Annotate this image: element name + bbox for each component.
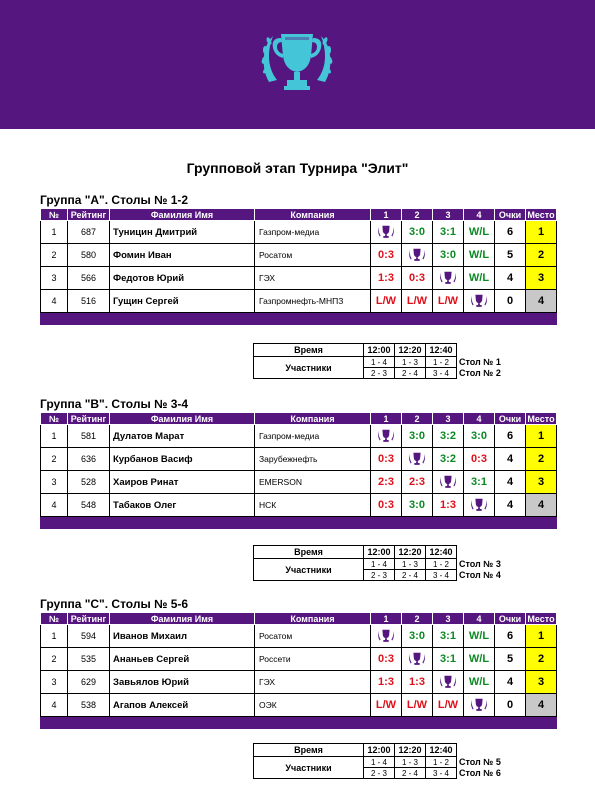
player-name: Ананьев Сергей [110, 648, 255, 671]
time-label: Время [254, 744, 364, 757]
rating-cell: 566 [68, 267, 110, 290]
pair-cell: 2 - 4 [395, 768, 426, 779]
pair-cell: 2 - 4 [395, 570, 426, 581]
pair-cell: 1 - 3 [395, 357, 426, 368]
results-table [40, 612, 557, 729]
row-number: 2 [41, 244, 68, 267]
table-row [41, 625, 557, 648]
result-cell: 3:1 [433, 625, 464, 648]
results-table [40, 208, 557, 325]
player-name: Агапов Алексей [110, 694, 255, 717]
rating-cell: 687 [68, 221, 110, 244]
table-assignment: Стол № 5 [459, 757, 501, 767]
time-slot: 12:40 [426, 546, 457, 559]
result-cell: 0:3 [402, 267, 433, 290]
result-cell: L/W [402, 290, 433, 313]
time-slot: 12:40 [426, 344, 457, 357]
table-footer-bar [41, 313, 557, 325]
table-assignment: Стол № 4 [459, 570, 501, 580]
points-cell: 5 [495, 244, 526, 267]
pair-cell: 2 - 3 [364, 768, 395, 779]
row-number: 4 [41, 494, 68, 517]
row-number: 2 [41, 448, 68, 471]
player-name: Табаков Олег [110, 494, 255, 517]
schedule-table [253, 343, 517, 379]
participants-label: Участники [254, 757, 364, 779]
col-header: Очки [495, 413, 526, 425]
result-cell: 3:0 [402, 425, 433, 448]
table-row [41, 671, 557, 694]
result-cell: 3:2 [433, 425, 464, 448]
page-title: Групповой этап Турнира "Элит" [186, 160, 409, 176]
col-header: Место [527, 209, 555, 220]
col-header: Место [527, 413, 555, 424]
self-match-cell [433, 471, 464, 494]
points-cell: 4 [495, 671, 526, 694]
table-assignment: Стол № 6 [459, 768, 501, 778]
self-match-cell [433, 267, 464, 290]
col-header: 2 [402, 209, 433, 221]
trophy-icon [408, 450, 426, 468]
result-cell: 0:3 [371, 648, 402, 671]
col-header: Рейтинг [68, 613, 110, 625]
result-cell: W/L [464, 244, 495, 267]
trophy-icon [377, 223, 395, 241]
col-header: 3 [433, 209, 464, 221]
result-cell: L/W [371, 290, 402, 313]
place-cell: 2 [526, 648, 557, 671]
pair-cell: 2 - 4 [395, 368, 426, 379]
self-match-cell [371, 625, 402, 648]
result-cell: 1:3 [433, 494, 464, 517]
col-header: Компания [255, 209, 371, 221]
self-match-cell [464, 694, 495, 717]
spacer [457, 344, 517, 357]
result-cell: 0:3 [371, 448, 402, 471]
time-slot: 12:00 [364, 744, 395, 757]
self-match-cell [433, 671, 464, 694]
rating-cell: 548 [68, 494, 110, 517]
table-row [41, 221, 557, 244]
schedule-pairs-row [254, 559, 517, 570]
col-header: № [41, 613, 68, 625]
company-cell: Газпром-медиа [255, 425, 371, 448]
schedule-b [253, 545, 517, 581]
row-number: 2 [41, 648, 68, 671]
points-cell: 4 [495, 471, 526, 494]
pair-cell: 3 - 4 [426, 368, 457, 379]
company-cell: ОЭК [255, 694, 371, 717]
points-cell: 0 [495, 290, 526, 313]
trophy-icon [408, 650, 426, 668]
col-header: Компания [255, 413, 371, 425]
company-cell: Росатом [255, 244, 371, 267]
result-cell: 3:0 [402, 494, 433, 517]
place-cell: 4 [526, 290, 557, 313]
result-cell: 1:3 [371, 671, 402, 694]
points-cell: 6 [495, 221, 526, 244]
player-name: Фомин Иван [110, 244, 255, 267]
player-name: Федотов Юрий [110, 267, 255, 290]
schedule-time-row [254, 744, 517, 757]
place-cell: 1 [526, 625, 557, 648]
pair-cell: 1 - 2 [426, 357, 457, 368]
company-cell: Зарубежнефть [255, 448, 371, 471]
result-cell: 3:1 [433, 648, 464, 671]
pair-cell: 1 - 4 [364, 357, 395, 368]
company-cell: Россети [255, 648, 371, 671]
group-title: Группа "В". Столы № 3-4 [40, 397, 189, 411]
time-slot: 12:00 [364, 546, 395, 559]
row-number: 3 [41, 267, 68, 290]
schedule-c [253, 743, 517, 779]
company-cell: ГЭХ [255, 671, 371, 694]
table-footer-bar [41, 717, 557, 729]
col-header: 4 [464, 613, 495, 625]
col-header: Место [527, 613, 555, 624]
trophy-icon [377, 427, 395, 445]
col-header: 1 [371, 209, 402, 221]
result-cell: 3:2 [433, 448, 464, 471]
table-row [41, 448, 557, 471]
participants-label: Участники [254, 357, 364, 379]
result-cell: W/L [464, 625, 495, 648]
result-cell: 3:0 [402, 221, 433, 244]
row-number: 1 [41, 625, 68, 648]
self-match-cell [371, 221, 402, 244]
results-table [40, 412, 557, 529]
col-header: 1 [371, 413, 402, 425]
points-cell: 5 [495, 648, 526, 671]
result-cell: L/W [433, 694, 464, 717]
col-header: Рейтинг [68, 209, 110, 221]
place-cell: 1 [526, 221, 557, 244]
row-number: 4 [41, 290, 68, 313]
result-cell: 3:0 [464, 425, 495, 448]
table-header-row [41, 413, 557, 425]
time-slot: 12:40 [426, 744, 457, 757]
table-assignment: Стол № 3 [459, 559, 501, 569]
self-match-cell [402, 244, 433, 267]
group-c [40, 596, 555, 729]
points-cell: 4 [495, 494, 526, 517]
trophy-icon [439, 673, 457, 691]
schedule-table [253, 545, 517, 581]
rating-cell: 538 [68, 694, 110, 717]
result-cell: 1:3 [402, 671, 433, 694]
company-cell: Газпром-медиа [255, 221, 371, 244]
player-name: Гущин Сергей [110, 290, 255, 313]
result-cell: 3:0 [433, 244, 464, 267]
time-slot: 12:20 [395, 546, 426, 559]
place-cell: 4 [526, 494, 557, 517]
place-cell: 2 [526, 244, 557, 267]
time-label: Время [254, 546, 364, 559]
row-number: 4 [41, 694, 68, 717]
result-cell: 3:1 [464, 471, 495, 494]
place-cell: 4 [526, 694, 557, 717]
col-header: 4 [464, 209, 495, 221]
company-cell: EMERSON [255, 471, 371, 494]
table-row [41, 471, 557, 494]
result-cell: 2:3 [371, 471, 402, 494]
col-header: 3 [433, 613, 464, 625]
time-slot: 12:20 [395, 344, 426, 357]
col-header: 3 [433, 413, 464, 425]
row-number: 3 [41, 471, 68, 494]
schedule-a [253, 343, 517, 379]
group-a [40, 192, 555, 325]
col-header: Фамилия Имя [110, 613, 255, 625]
company-cell: ГЭХ [255, 267, 371, 290]
table-row [41, 244, 557, 267]
table-row [41, 425, 557, 448]
row-number: 3 [41, 671, 68, 694]
self-match-cell [402, 648, 433, 671]
points-cell: 6 [495, 625, 526, 648]
result-cell: 2:3 [402, 471, 433, 494]
self-match-cell [464, 290, 495, 313]
result-cell: W/L [464, 221, 495, 244]
player-name: Курбанов Васиф [110, 448, 255, 471]
rating-cell: 581 [68, 425, 110, 448]
time-label: Время [254, 344, 364, 357]
col-header: № [41, 209, 68, 221]
pair-cell: 1 - 2 [426, 757, 457, 768]
table-row [41, 290, 557, 313]
participants-label: Участники [254, 559, 364, 581]
player-name: Завьялов Юрий [110, 671, 255, 694]
player-name: Дулатов Марат [110, 425, 255, 448]
trophy-icon [408, 246, 426, 264]
schedule-time-row [254, 546, 517, 559]
rating-cell: 580 [68, 244, 110, 267]
place-cell: 1 [526, 425, 557, 448]
place-cell: 3 [526, 671, 557, 694]
result-cell: W/L [464, 267, 495, 290]
pair-cell: 2 - 3 [364, 368, 395, 379]
table-header-row [41, 613, 557, 625]
pair-cell: 1 - 3 [395, 757, 426, 768]
table-row [41, 267, 557, 290]
schedule-time-row [254, 344, 517, 357]
result-cell: L/W [371, 694, 402, 717]
schedule-pairs-row [254, 357, 517, 368]
pair-cell: 1 - 3 [395, 559, 426, 570]
result-cell: 3:0 [402, 625, 433, 648]
rating-cell: 516 [68, 290, 110, 313]
company-cell: НСК [255, 494, 371, 517]
col-header: Очки [495, 209, 526, 221]
company-cell: Газпромнефть-МНПЗ [255, 290, 371, 313]
trophy-icon [470, 292, 488, 310]
rating-cell: 535 [68, 648, 110, 671]
result-cell: W/L [464, 671, 495, 694]
result-cell: 0:3 [464, 448, 495, 471]
result-cell: 3:1 [433, 221, 464, 244]
header-banner [0, 0, 595, 129]
table-assignment: Стол № 1 [459, 357, 501, 367]
place-cell: 3 [526, 267, 557, 290]
trophy-icon [439, 269, 457, 287]
trophy-logo-icon [255, 20, 339, 104]
row-number: 1 [41, 221, 68, 244]
group-title: Группа "С". Столы № 5-6 [40, 597, 189, 611]
schedule-table [253, 743, 517, 779]
pair-cell: 1 - 2 [426, 559, 457, 570]
place-cell: 3 [526, 471, 557, 494]
col-header: 2 [402, 413, 433, 425]
player-name: Хаиров Ринат [110, 471, 255, 494]
col-header: 4 [464, 413, 495, 425]
time-slot: 12:00 [364, 344, 395, 357]
pair-cell: 2 - 3 [364, 570, 395, 581]
result-cell: 0:3 [371, 494, 402, 517]
self-match-cell [402, 448, 433, 471]
rating-cell: 629 [68, 671, 110, 694]
rating-cell: 636 [68, 448, 110, 471]
result-cell: 1:3 [371, 267, 402, 290]
pair-cell: 1 - 4 [364, 757, 395, 768]
table-assignment: Стол № 2 [459, 368, 501, 378]
trophy-icon [439, 473, 457, 491]
pair-cell: 1 - 4 [364, 559, 395, 570]
table-row [41, 494, 557, 517]
group-title: Группа "А". Столы № 1-2 [40, 193, 189, 207]
col-header: Очки [495, 613, 526, 625]
company-cell: Росатом [255, 625, 371, 648]
pair-cell: 3 - 4 [426, 570, 457, 581]
self-match-cell [464, 494, 495, 517]
table-row [41, 648, 557, 671]
group-b [40, 396, 555, 529]
time-slot: 12:20 [395, 744, 426, 757]
col-header: Компания [255, 613, 371, 625]
col-header: Рейтинг [68, 413, 110, 425]
col-header: № [41, 413, 68, 425]
player-name: Туницин Дмитрий [110, 221, 255, 244]
result-cell: L/W [433, 290, 464, 313]
trophy-icon [470, 696, 488, 714]
rating-cell: 594 [68, 625, 110, 648]
table-header-row [41, 209, 557, 221]
col-header: 1 [371, 613, 402, 625]
col-header: Фамилия Имя [110, 413, 255, 425]
spacer [457, 744, 517, 757]
pair-cell: 3 - 4 [426, 768, 457, 779]
points-cell: 4 [495, 448, 526, 471]
col-header: 2 [402, 613, 433, 625]
table-footer-bar [41, 517, 557, 529]
player-name: Иванов Михаил [110, 625, 255, 648]
spacer [457, 546, 517, 559]
row-number: 1 [41, 425, 68, 448]
schedule-pairs-row [254, 757, 517, 768]
trophy-icon [377, 627, 395, 645]
col-header: Фамилия Имя [110, 209, 255, 221]
result-cell: W/L [464, 648, 495, 671]
result-cell: L/W [402, 694, 433, 717]
trophy-icon [470, 496, 488, 514]
table-row [41, 694, 557, 717]
points-cell: 0 [495, 694, 526, 717]
points-cell: 4 [495, 267, 526, 290]
points-cell: 6 [495, 425, 526, 448]
result-cell: 0:3 [371, 244, 402, 267]
self-match-cell [371, 425, 402, 448]
place-cell: 2 [526, 448, 557, 471]
rating-cell: 528 [68, 471, 110, 494]
